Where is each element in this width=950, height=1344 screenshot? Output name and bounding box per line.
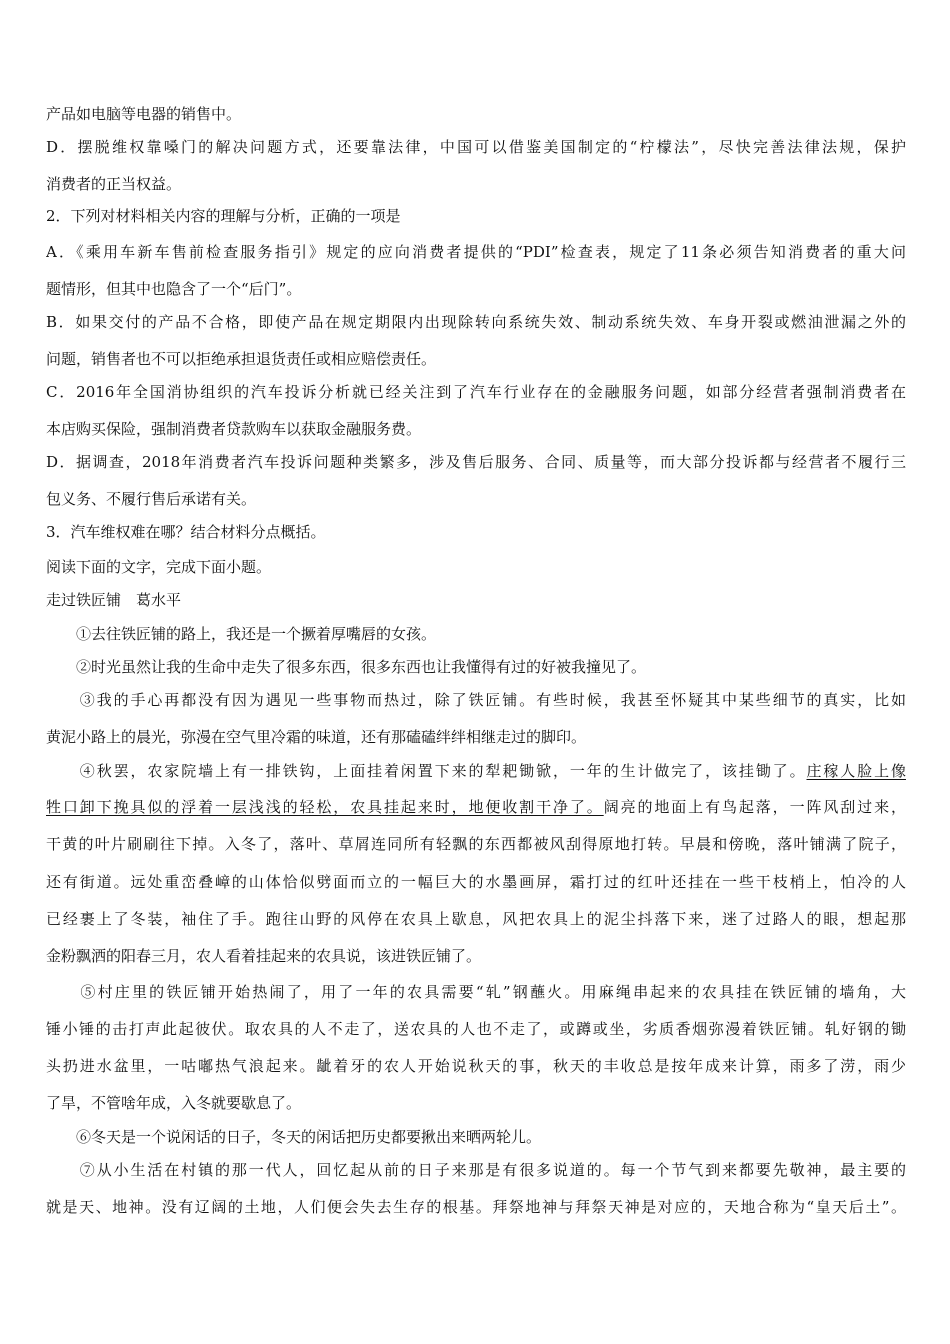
paragraph-1: ①去往铁匠铺的路上，我还是一个撅着厚嘴唇的女孩。 [46, 625, 437, 643]
paragraph-7: ⑦从小生活在村镇的那一代人，回忆起从前的日子来那是有很多说道的。每一个节气到来都要先敬神，最主要的 [46, 1161, 906, 1179]
text-line: 黄泥小路上的晨光，弥漫在空气里冷霜的味道，还有那磕磕绊绊相继走过的脚印。 [46, 728, 587, 746]
paragraph-2: ②时光虽然让我的生命中走失了很多东西，很多东西也让我懂得有过的好被我撞见了。 [46, 658, 647, 676]
text-line: 了旱，不管啥年成，入冬就要歇息了。 [46, 1094, 302, 1112]
paragraph-4: ④秋罢，农家院墙上有一排铁钩，上面挂着闲置下来的犁耙锄锨，一年的生计做完了，该挂锄了。庄稼人脸上像 [46, 762, 906, 780]
text-line: 已经裹上了冬装，袖住了手。跑往山野的风停在农具上歇息，风把农具上的泥尘抖落下来，迷了过路人的眼，想起那 [46, 910, 906, 928]
underlined-sentence: 庄稼人脸上像 [806, 762, 906, 780]
underlined-sentence: 牲口卸下挽具似的浮着一层浅浅的轻松，农具挂起来时，地便收割干净了。 [46, 798, 604, 816]
text-line: 金粉飘洒的阳春三月，农人看着挂起来的农具说，该进铁匠铺了。 [46, 947, 482, 965]
text-line: 牲口卸下挽具似的浮着一层浅浅的轻松，农具挂起来时，地便收割干净了。阔亮的地面上有鸟起落，一阵风刮过来， [46, 798, 906, 816]
option-c: C．2016年全国消协组织的汽车投诉分析就已经关注到了汽车行业存在的金融服务问题，如部分经营者强制消费者在 [46, 383, 906, 401]
text-line: 本店购买保险，强制消费者贷款购车以获取金融服务费。 [46, 420, 422, 438]
option-a: A．《乘用车新车售前检查服务指引》规定的应向消费者提供的“PDI”检查表，规定了11条必须告知消费者的重大问 [46, 243, 906, 261]
text-line: 题情形，但其中也隐含了一个“后门”。 [46, 280, 302, 298]
text-line: 锤小锤的击打声此起彼伏。取农具的人不走了，送农具的人也不走了，或蹲或坐，劣质香烟弥漫着铁匠铺。轧好钢的锄 [46, 1020, 906, 1038]
paragraph-3: ③我的手心再都没有因为遇见一些事物而热过，除了铁匠铺。有些时候，我甚至怀疑其中某些细节的真实，比如 [46, 691, 906, 709]
option-b: B．如果交付的产品不合格，即使产品在规定期限内出现除转向系统失效、制动系统失效、车身开裂或燃油泄漏之外的 [46, 313, 906, 331]
text-line: 就是天、地神。没有辽阔的土地，人们便会失去生存的根基。拜祭地神与拜祭天神是对应的，天地合称为“皇天后土”。 [46, 1198, 906, 1216]
question-3: 3．汽车维权难在哪？结合材料分点概括。 [46, 523, 326, 541]
paragraph-5: ⑤村庄里的铁匠铺开始热闹了，用了一年的农具需要“轧”钢蘸火。用麻绳串起来的农具挂在铁匠铺的墙角，大 [46, 983, 906, 1001]
question-2: 2．下列对材料相关内容的理解与分析，正确的一项是 [46, 207, 401, 225]
text-line: D．摆脱维权靠嗓门的解决问题方式，还要靠法律，中国可以借鉴美国制定的“柠檬法”，尽快完善法律法规，保护 [46, 138, 906, 156]
reading-instruction: 阅读下面的文字，完成下面小题。 [46, 558, 272, 576]
paragraph-6: ⑥冬天是一个说闲话的日子，冬天的闲话把历史都要揪出来晒两轮儿。 [46, 1128, 542, 1146]
text-line: 问题，销售者也不可以拒绝承担退货责任或相应赔偿责任。 [46, 350, 437, 368]
option-d: D．据调查，2018年消费者汽车投诉问题种类繁多，涉及售后服务、合同、质量等，而大部分投诉都与经营者不履行三 [46, 453, 906, 471]
text-line: 包义务、不履行售后承诺有关。 [46, 490, 257, 508]
text-line: 还有街道。远处重峦叠嶂的山体恰似劈面而立的一幅巨大的水墨画屏，霜打过的红叶还挂在一些干枝梢上，怕冷的人 [46, 873, 906, 891]
text-line: 干黄的叶片刷刷往下掉。入冬了，落叶、草屑连同所有轻飘的东西都被风刮得原地打转。早晨和傍晚，落叶铺满了院子， [46, 835, 906, 853]
text-line: 产品如电脑等电器的销售中。 [46, 105, 242, 123]
article-title: 走过铁匠铺 葛水平 [46, 591, 182, 609]
text-line: 消费者的正当权益。 [46, 175, 182, 193]
text-line: 头扔进水盆里，一咕嘟热气浪起来。龇着牙的农人开始说秋天的事，秋天的丰收总是按年成来计算，雨多了涝，雨少 [46, 1057, 906, 1075]
